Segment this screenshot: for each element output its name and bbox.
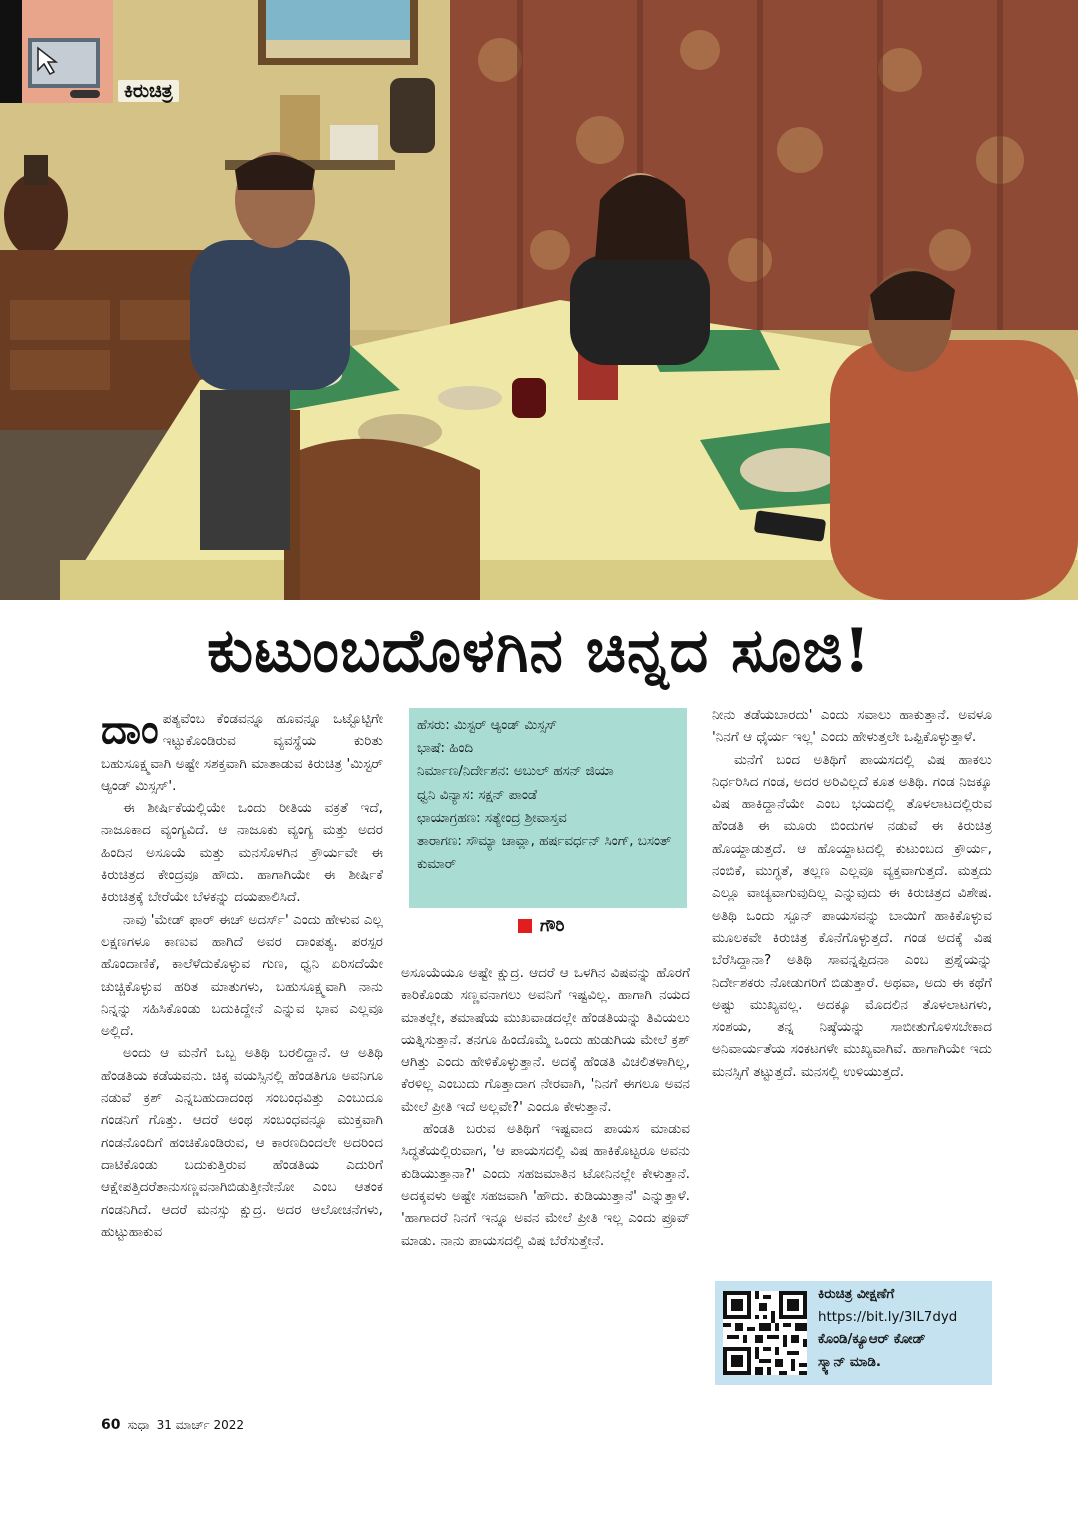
- section-label: ಕಿರುಚಿತ್ರ: [118, 80, 179, 102]
- qr-box: [715, 1281, 992, 1385]
- article-column-1: [101, 708, 383, 1243]
- info-language: ಭಾಷೆ: ಹಿಂದಿ: [417, 741, 474, 757]
- drop-cap: ದಾಂ: [101, 706, 159, 753]
- paragraph: ಅಸೂಯೆಯೂ ಅಷ್ಟೇ ಕ್ಷುದ್ರ. ಆದರೆ ಆ ಒಳಗಿನ ವಿಷವನ್ನು ಹೊರಗೆ ಕಾರಿಕೊಂಡು ಸಣ್ಣವನಾಗಲು ಅವನಿಗೆ ಇಷ್ಟವಿಲ್ಲ. ಹಾಗಾಗಿ ನಯದ ಮಾತಲ್ಲೇ, ತಮಾಷೆಯ ಮುಖವಾಡದಲ್ಲೇ ಹೆಂಡತಿಯನ್ನು ತಿವಿಯಲು ಯತ್ನಿಸುತ್ತಾನೆ. ತನಗೂ ಹಿಂದೊಮ್ಮೆ ಒಂದು ಹುಡುಗಿಯ ಮೇಲೆ ಕ್ರಶ್ ಆಗಿತ್ತು ಎಂದು ಹೇಳಿಕೊಳ್ಳುತ್ತಾನೆ. ಅದಕ್ಕೆ ಹೆಂಡತಿ ವಿಚಲಿತಳಾಗಿಲ್ಲ, ಕೆರಳಿಲ್ಲ ಎಂಬುದು ಗೊತ್ತಾದಾಗ ನೇರವಾಗಿ, 'ನಿನಗೆ ಈಗಲೂ ಅವನ ಮೇಲೆ ಪ್ರೀತಿ ಇದೆ ಅಲ್ಲವೇ?' ಎಂದೂ ಕೇಳುತ್ತಾನೆ.: [401, 965, 690, 1115]
- hero-photo: [0, 0, 1078, 600]
- qr-caption: [818, 1284, 957, 1374]
- info-sound: ಧ್ವನಿ ವಿನ್ಯಾಸ: ಸಕ್ಷನ್ ಪಾಂಡೆ: [417, 787, 537, 803]
- computer-icon: [0, 0, 113, 103]
- qr-line-4: ಸ್ಕ್ಯಾನ್ ಮಾಡಿ.: [818, 1354, 881, 1370]
- headline: ಕುಟುಂಬದೊಳಗಿನ ಚಿನ್ನದ ಸೂಜಿ!: [207, 616, 871, 686]
- bullet-square-icon: [518, 919, 532, 933]
- qr-code-icon[interactable]: [723, 1291, 807, 1375]
- page-footer: [101, 1417, 244, 1433]
- author-name: ಗೌರಿ: [540, 916, 565, 936]
- article-column-2: [401, 962, 690, 1252]
- short-link[interactable]: https://bit.ly/3IL7dyd: [818, 1309, 958, 1325]
- page-number: 60: [101, 1417, 121, 1433]
- qr-line-3: ಕೊಂಡಿ/ಕ್ಯೂಆರ್ ಕೋಡ್: [818, 1332, 926, 1347]
- film-info-box: [409, 708, 687, 908]
- publication-name: ಸುಧಾ: [127, 1418, 150, 1432]
- info-cast: ತಾರಾಗಣ: ಸೌಮ್ಯಾ ಚಾವ್ಲಾ, ಹರ್ಷವರ್ಧನ್ ಸಿಂಗ್, ಬಸಂತ್ ಕುಮಾರ್: [417, 834, 672, 873]
- info-title: ಹೆಸರು: ಮಿಸ್ಟರ್ ಆ್ಯಂಡ್ ಮಿಸ್ಸಸ್: [417, 718, 557, 733]
- qr-line-1: ಕಿರುಚಿತ್ರ ವೀಕ್ಷಣೆಗೆ: [818, 1287, 895, 1302]
- paragraph: ಈ ಶೀರ್ಷಿಕೆಯಲ್ಲಿಯೇ ಒಂದು ರೀತಿಯ ವಕ್ರತೆ ಇದೆ, ನಾಜೂಕಾದ ವ್ಯಂಗ್ಯವಿದೆ. ಆ ನಾಜೂಕು ವ್ಯಂಗ್ಯ ಮತ್ತು ಅದರ ಹಿಂದಿನ ಅಸೂಯೆ ಮತ್ತು ಮನಸೊಳಗಿನ ಕ್ರೌರ್ಯವೇ ಈ ಕಿರುಚಿತ್ರದ ಕೇಂದ್ರವೂ ಹೌದು. ಹಾಗಾಗಿಯೇ ಈ ಶೀರ್ಷಿಕೆ ಕಿರುಚಿತ್ರಕ್ಕೆ ಬೇರೆಯೇ ಬೆಳಕನ್ನು ದಯಪಾಲಿಸಿದೆ.: [101, 800, 383, 906]
- paragraph: ಹೆಂಡತಿ ಬರುವ ಅತಿಥಿಗೆ ಇಷ್ಟವಾದ ಪಾಯಸ ಮಾಡುವ ಸಿದ್ಧತೆಯಲ್ಲಿರುವಾಗ, 'ಆ ಪಾಯಸದಲ್ಲಿ ವಿಷ ಹಾಕಿಕೊಟ್ಟರೂ ಅವನು ಕುಡಿಯುತ್ತಾನಾ?' ಎಂದು ಸಹಜಮಾತಿನ ಟೋನಿನಲ್ಲೇ ಕೇಳುತ್ತಾನೆ. ಅದಕ್ಕವಳು ಅಷ್ಟೇ ಸಹಜವಾಗಿ 'ಹೌದು. ಕುಡಿಯುತ್ತಾನೆ' ಎನ್ನುತ್ತಾಳೆ. 'ಹಾಗಾದರೆ ನಿನಗೆ ಇನ್ನೂ ಅವನ ಮೇಲೆ ಪ್ರೀತಿ ಇಲ್ಲ ಎಂದು ಪ್ರೂವ್ ಮಾಡು. ನಾನು ಪಾಯಸದಲ್ಲಿ ವಿಷ ಬೆರೆಸುತ್ತೇನೆ.: [401, 1121, 690, 1249]
- author-byline: [518, 916, 565, 936]
- paragraph: ನಾವು 'ಮೇಡ್ ಫಾರ್ ಈಚ್ ಅದರ್ಸ್' ಎಂದು ಹೇಳುವ ಎಲ್ಲ ಲಕ್ಷಣಗಳೂ ಕಾಣುವ ಹಾಗಿದೆ ಅವರ ದಾಂಪತ್ಯ. ಪರಸ್ಪರ ಹೊಂದಾಣಿಕೆ, ಕಾಲೆಳೆದುಕೊಳ್ಳುವ ಗುಣ, ಧ್ವನಿ ಏರಿಸದೆಯೇ ಚುಚ್ಚಿಕೊಳ್ಳುವ ಹರಿತ ಮಾತುಗಳು, ಬಹುಸೂಕ್ಷ್ಮವಾಗಿ ನಾನು ನಿನ್ನನ್ನು ಸಹಿಸಿಕೊಂಡು ಬದುಕಿದ್ದೇನೆ ಎನ್ನುವ ಭಾವ ಎಲ್ಲವೂ ಅಲ್ಲಿದೆ.: [101, 911, 383, 1040]
- info-cinematography: ಛಾಯಾಗ್ರಹಣ: ಸತ್ಯೇಂದ್ರ ಶ್ರೀವಾಸ್ತವ: [417, 810, 567, 826]
- paragraph: ನೀನು ತಡೆಯಬಾರದು' ಎಂದು ಸವಾಲು ಹಾಕುತ್ತಾನೆ. ಅವಳೂ 'ನಿನಗೆ ಆ ಧೈರ್ಯ ಇಲ್ಲ' ಎಂದು ಹೇಳುತ್ತಲೇ ಒಪ್ಪಿಕೊಳ್ಳುತ್ತಾಳೆ.: [712, 707, 992, 746]
- issue-date: 31 ಮಾರ್ಚ್ 2022: [156, 1418, 245, 1432]
- paragraph: ಅಂದು ಆ ಮನೆಗೆ ಒಬ್ಬ ಅತಿಥಿ ಬರಲಿದ್ದಾನೆ. ಆ ಅತಿಥಿ ಹೆಂಡತಿಯ ಕಡೆಯವನು. ಚಿಕ್ಕ ವಯಸ್ಸಿನಲ್ಲಿ ಹೆಂಡತಿಗೂ ಅವನಿಗೂ ನಡುವೆ ಕ್ರಶ್ ಎನ್ನಬಹುದಾದಂಥ ಸಂಬಂಧವಿತ್ತು ಎಂಬುದೂ ಗಂಡನಿಗೆ ಗೊತ್ತು. ಆದರೆ ಅಂಥ ಸಂಬಂಧವನ್ನೂ ಮುಕ್ತವಾಗಿ ಗಂಡನೊಂದಿಗೆ ಹಂಚಿಕೊಂಡಿರುವ, ಆ ಕಾರಣದಿಂದಲೇ ಅದರಿಂದ ದಾಟಿಕೊಂಡು ಬದುಕುತ್ತಿರುವ ಹೆಂಡತಿಯ ಎದುರಿಗೆ ಆಕ್ಷೇಪತ್ತಿದರೆತಾನುಸಣ್ಣವನಾಗಿಬಿಡುತ್ತೀನೇನೋ ಎಂಬ ಆತಂಕ ಗಂಡನಿಗಿದೆ. ಆದರೆ ಮನಸ್ಸು ಕ್ಷುದ್ರ. ಅದರ ಆಲೋಚನೆಗಳು, ಹುಟ್ಟುಹಾಕುವ: [101, 1045, 383, 1240]
- paragraph-text: ಪತ್ಯವೆಂಬ ಕೆಂಡವನ್ನೂ ಹೂವನ್ನೂ ಒಟ್ಟೊಟ್ಟಿಗೇ ಇಟ್ಟುಕೊಂಡಿರುವ ವ್ಯವಸ್ಥೆಯ ಕುರಿತು ಬಹುಸೂಕ್ಷ್ಮವಾಗಿ ಅಷ್ಟೇ ಸಶಕ್ತವಾಗಿ ಮಾತಾಡುವ ಕಿರುಚಿತ್ರ 'ಮಿಸ್ಟರ್ ಆ್ಯಂಡ್ ಮಿಸ್ಸಸ್'.: [101, 711, 383, 794]
- info-director: ನಿರ್ಮಾಣ/ನಿರ್ದೇಶನ: ಅಬುಲ್ ಹಸನ್ ಜಿಯಾ: [417, 764, 614, 780]
- paragraph: ಮನೆಗೆ ಬಂದ ಅತಿಥಿಗೆ ಪಾಯಸದಲ್ಲಿ ವಿಷ ಹಾಕಲು ನಿರ್ಧರಿಸಿದ ಗಂಡ, ಅದರ ಅರಿವಿಲ್ಲದೆ ಕೂತ ಅತಿಥಿ. ಗಂಡ ನಿಜಕ್ಕೂ ವಿಷ ಹಾಕಿದ್ದಾನೆಯೇ ಎಂಬ ಭಯದಲ್ಲಿ ತೊಳಲಾಟದಲ್ಲಿರುವ ಹೆಂಡತಿ ಈ ಮೂರು ಬಿಂದುಗಳ ನಡುವೆ ಈ ಕಿರುಚಿತ್ರ ಹೊಯ್ದಾಡುತ್ತದೆ. ಆ ಹೊಯ್ದಾಟದಲ್ಲಿ ಕುಟುಂಬದ ಕ್ರೌರ್ಯ, ನಂಬಿಕೆ, ಮುಗ್ಧತೆ, ತಲ್ಲಣ ಎಲ್ಲವೂ ವ್ಯಕ್ತವಾಗುತ್ತದೆ. ಮತ್ತದು ಎಲ್ಲೂ ವಾಚ್ಯವಾಗುವುದಿಲ್ಲ ಎನ್ನುವುದು ಈ ಕಿರುಚಿತ್ರದ ವಿಶೇಷ. ಅತಿಥಿ ಒಂದು ಸ್ಪೂನ್ ಪಾಯಸವನ್ನು ಬಾಯಿಗೆ ಹಾಕಿಕೊಳ್ಳುವ ಮೂಲಕವೇ ಕಿರುಚಿತ್ರ ಕೊನೆಗೊಳ್ಳುತ್ತದೆ. ಗಂಡ ಅದಕ್ಕೆ ವಿಷ ಬೆರೆಸಿದ್ದಾನಾ? ಅತಿಥಿ ಸಾವನ್ನಪ್ಪಿದನಾ ಎಂಬ ಪ್ರಶ್ನೆಯನ್ನು ನಿರ್ದೇಶಕರು ನೋಡುಗರಿಗೆ ಬಿಡುತ್ತಾರೆ. ಅಥವಾ, ಅದು ಈ ಕಥೆಗೆ ಅಷ್ಟು ಮುಖ್ಯವಲ್ಲ. ಅದಕ್ಕೂ ಮೊದಲಿನ ತೊಳಲಾಟಗಳು, ಸಂಶಯ, ತನ್ನ ನಿಷ್ಠೆಯನ್ನು ಸಾಬೀತುಗೊಳಿಸಬೇಕಾದ ಅನಿವಾರ್ಯತೆಯ ಸಂಕಟಗಳೇ ಮುಖ್ಯವಾಗಿವೆ. ಹಾಗಾಗಿಯೇ ಇದು ಮನಸ್ಸಿಗೆ ತಟ್ಟುತ್ತದೆ. ಮನಸಲ್ಲಿ ಉಳಿಯುತ್ತದೆ.: [712, 751, 992, 1080]
- section-tab: [0, 0, 113, 103]
- article-column-3: [712, 704, 992, 1083]
- paragraph: [101, 708, 383, 797]
